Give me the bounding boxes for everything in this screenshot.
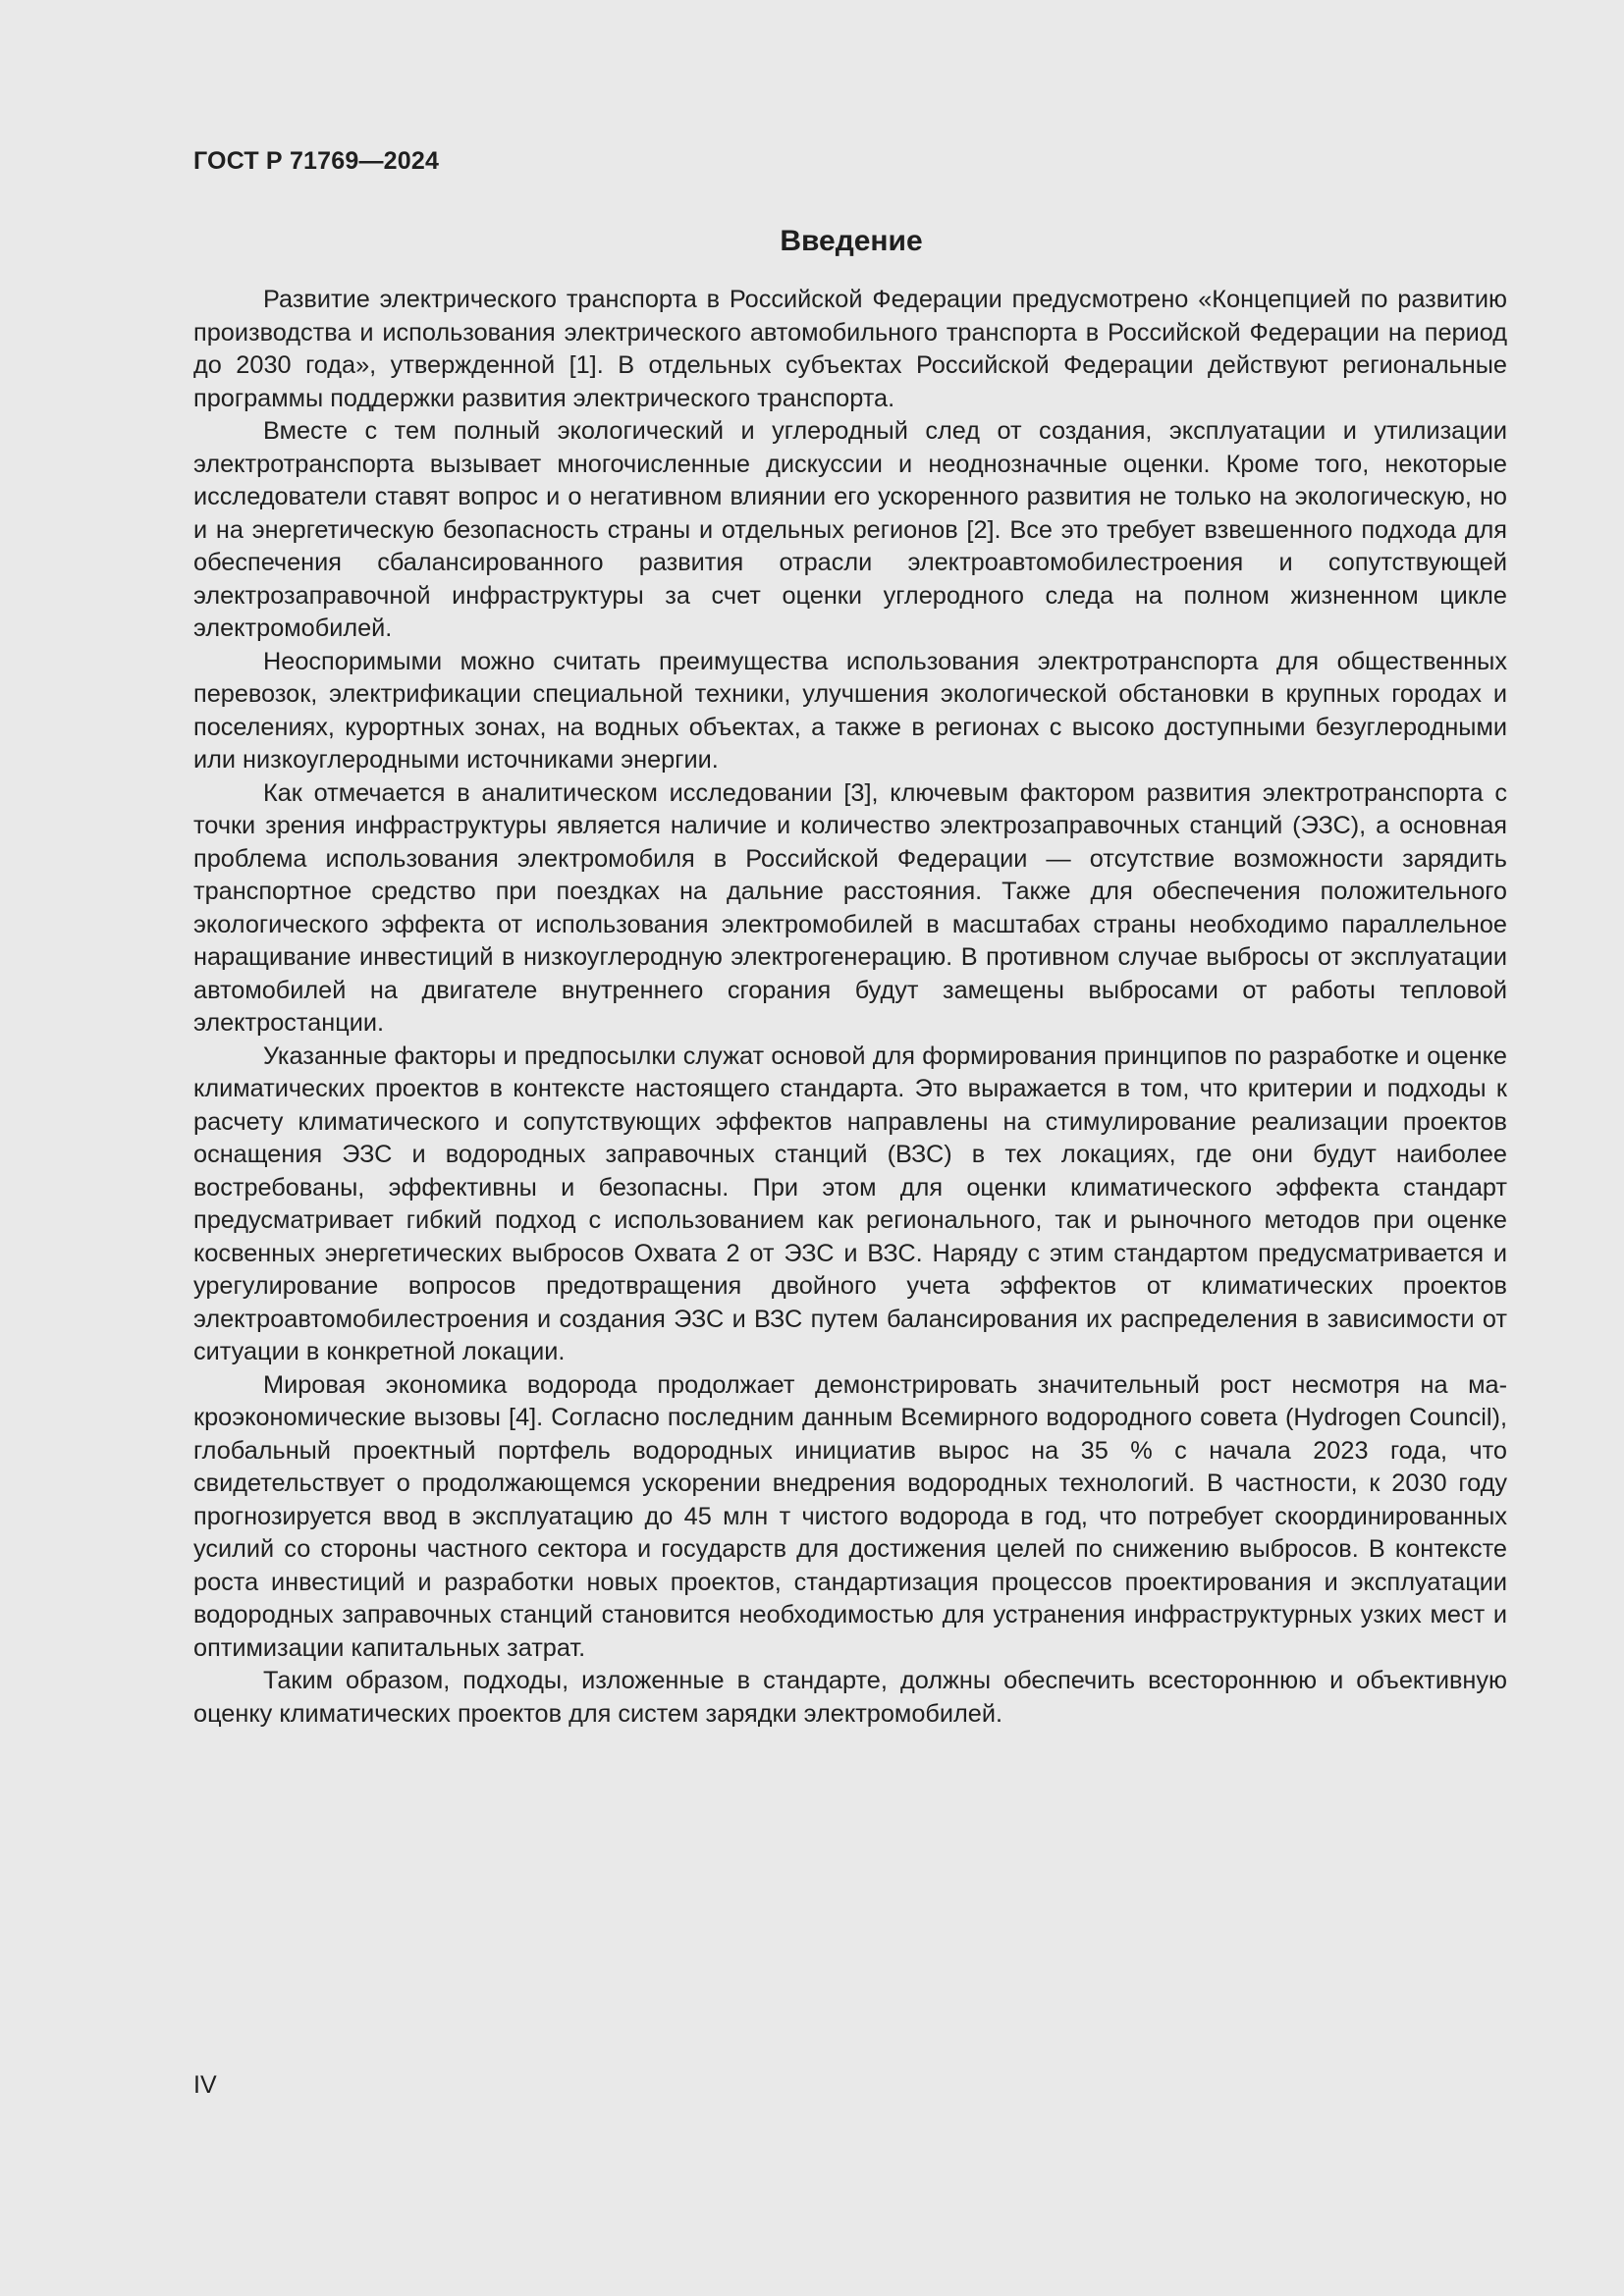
paragraph: Как отмечается в аналитическом исследовании [3], ключевым фактором развития электротранспорта с точки зрения инфраструктуры является наличие и количество электрозаправочных станций (ЭЗС), а основная проблема использования электромобиля в Российской Федерации — отсутствие возможности зарядить транспортное средство при поездках на дальние расстояния. Также для обеспечения положительного экологического эффекта от использования электромобилей в масштабах страны необходимо параллельное наращивание инвестиций в низкоуглеродную электрогенерацию. В противном случае выбросы от эксплуатации автомобилей на двигателе внутреннего сгорания будут замещены выбросами от работы тепловой электростанции. [193,778,1507,1037]
page-number: IV [193,2071,217,2099]
paragraph: Указанные факторы и предпосылки служат основой для формирования принципов по разработке и оценке климатических проектов в контексте настоящего стандарта. Это выражается в том, что критерии и подходы к расчету климатического и сопутствующих эффектов направлены на стимулирование реализации проектов оснащения ЭЗС и водородных заправочных станций (ВЗС) в тех локациях, где они будут наиболее востребованы, эффективны и безопасны. При этом для оценки климатического эффекта стандарт предусматривает гибкий подход с использованием как регионального, так и рыночного методов при оценке косвенных энергетических выбросов Охвата 2 от ЭЗС и ВЗС. Наряду с этим стандартом предусматривается и урегулирование вопросов предотвращения двойного учета эффектов от климатических проектов электроавтомобилестроения и создания ЭЗС и ВЗС путем балансирования их распределения в зависимости от ситуации в конкретной локации. [193,1041,1507,1365]
paragraph: Таким образом, подходы, изложенные в стандарте, должны обеспечить всестороннюю и объективную оценку климатических проектов для систем зарядки электромобилей. [193,1667,1507,1728]
section-title: Введение [780,225,923,257]
paragraph: Развитие электрического транспорта в Российской Федерации предусмотрено «Концепцией по развитию производства и использования электрического автомобильного транспорта в Российской Федерации на период до 2030 года», утвержденной [1]. В отдельных субъектах Российской Федерации действуют региональные программы поддержки развития электрического транспорта. [193,286,1507,412]
body-text [193,284,1507,1731]
paragraph: Неоспоримыми можно считать преимущества использования электротранспорта для общественных перевозок, электрификации специальной техники, улучшения экологической обстановки в крупных городах и поселениях, курортных зонах, на водных объектах, а также в регионах с высоко доступными безуглеродными или низкоуглеродными источниками энергии. [193,647,1507,774]
paragraph: Мировая экономика водорода продолжает демонстрировать значительный рост несмотря на макроэкономические вызовы [4]. Согласно последним данным Всемирного водородного совета (Hydrogen Council), глобальный проектный портфель водородных инициатив вырос на 35 % с начала 2023 года, что свидетельствует о продолжающемся ускорении внедрения водородных технологий. В частности, к 2030 году прогнозируется ввод в эксплуатацию до 45 млн т чистого водорода в год, что потребует скоординированных усилий со стороны частного сектора и государств для достижения целей по снижению выбросов. В контексте роста инвестиций и разработки новых проектов, стандартизация процессов проектирования и эксплуатации водородных заправочных станций становится необходимостью для устранения инфраструктурных узких мест и оптимизации капитальных затрат. [193,1370,1507,1662]
paragraph: Вместе с тем полный экологический и углеродный след от создания, эксплуатации и утилизации электротранспорта вызывает многочисленные дискуссии и неоднозначные оценки. Кроме того, некоторые исследователи ставят вопрос и о негативном влиянии его ускоренного развития не только на экологическую, но и на энергетическую безопасность страны и отдельных регионов [2]. Все это требует взвешенного подхода для обеспечения сбалансированного развития отрасли электроавтомобилестроения и сопутствующей электрозаправочной инфраструктуры за счет оценки углеродного следа на полном жизненном цикле электромобилей. [193,417,1507,642]
standard-header: ГОСТ Р 71769—2024 [193,147,440,175]
